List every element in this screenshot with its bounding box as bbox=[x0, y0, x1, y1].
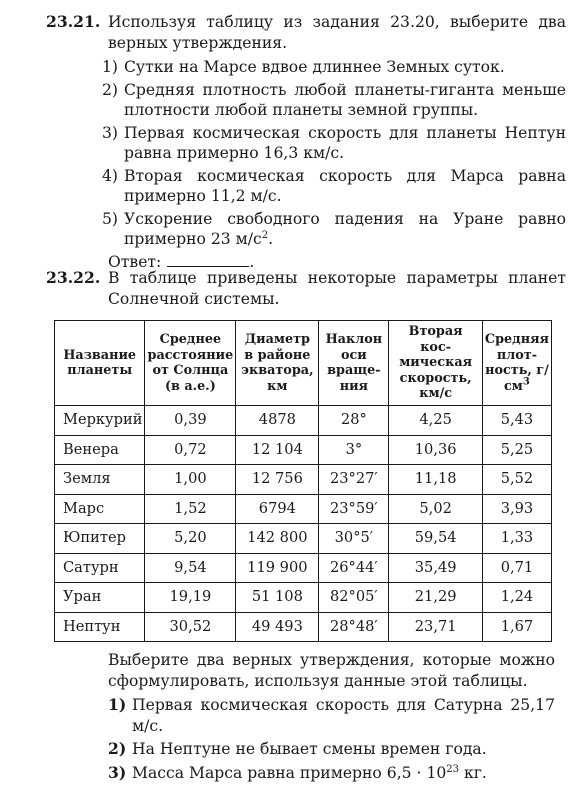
col-header-escape-velocity: Вторая кос-мическая скорость, км/с bbox=[389, 321, 483, 406]
col-header-density: Средняя плот-ность, $г/см^3$ bbox=[482, 321, 551, 406]
col-header-tilt: Наклон оси враще-ния bbox=[319, 321, 389, 406]
statement-item: 4) Вторая космическая скорость для Марса равна примерно 11,2 м/с. bbox=[102, 166, 566, 205]
table-cell: 82°05′ bbox=[319, 583, 389, 613]
table-cell: 30,52 bbox=[145, 612, 236, 642]
table-cell: 1,00 bbox=[145, 465, 236, 495]
table-row bbox=[55, 406, 552, 436]
table-cell: Меркурий bbox=[55, 406, 145, 436]
table-cell: 0,72 bbox=[145, 435, 236, 465]
task-number: 23.22. bbox=[46, 268, 101, 287]
table-cell: Уран bbox=[55, 583, 145, 613]
table-cell: 6794 bbox=[236, 494, 319, 524]
statement-list bbox=[46, 57, 566, 250]
table-cell: 35,49 bbox=[389, 553, 483, 583]
answer-line: Ответ: . bbox=[108, 252, 255, 271]
table-cell: 59,54 bbox=[389, 524, 483, 554]
planets-table bbox=[54, 320, 552, 642]
task-23-21 bbox=[46, 12, 566, 272]
table-cell: 26°44′ bbox=[319, 553, 389, 583]
table-header-row bbox=[55, 321, 552, 406]
col-header-distance: Среднее расстояние от Солнца (в а.е.) bbox=[145, 321, 236, 406]
table-cell: Нептун bbox=[55, 612, 145, 642]
table-row bbox=[55, 435, 552, 465]
table-cell: Юпитер bbox=[55, 524, 145, 554]
table-cell: 0,71 bbox=[482, 553, 551, 583]
table-cell: 28° bbox=[319, 406, 389, 436]
table-cell: 119 900 bbox=[236, 553, 319, 583]
answer-blank[interactable] bbox=[167, 252, 249, 267]
col-header-planet: Название планеты bbox=[55, 321, 145, 406]
task-23-22 bbox=[46, 268, 566, 309]
col-header-diameter: Диаметр в районе экватора, км bbox=[236, 321, 319, 406]
table-cell: 12 104 bbox=[236, 435, 319, 465]
table-row bbox=[55, 553, 552, 583]
table-cell: 4,25 bbox=[389, 406, 483, 436]
table-cell: 1,33 bbox=[482, 524, 551, 554]
table-cell: 51 108 bbox=[236, 583, 319, 613]
table-cell: 1,52 bbox=[145, 494, 236, 524]
follow-up-text: Выберите два верных утверждения, которые можно сформулировать, используя данные этой таблицы. bbox=[108, 651, 555, 690]
table-cell: Венера bbox=[55, 435, 145, 465]
table-cell: 142 800 bbox=[236, 524, 319, 554]
table-cell: Сатурн bbox=[55, 553, 145, 583]
statement-item: 1) Первая космическая скорость для Сатурна 25,17 м/с. bbox=[108, 695, 555, 735]
table-cell: 28°48′ bbox=[319, 612, 389, 642]
table-row bbox=[55, 612, 552, 642]
table-cell: Земля bbox=[55, 465, 145, 495]
table-cell: 5,20 bbox=[145, 524, 236, 554]
table-cell: 3° bbox=[319, 435, 389, 465]
table-cell: 5,02 bbox=[389, 494, 483, 524]
table-cell: 12 756 bbox=[236, 465, 319, 495]
table-cell: 23°59′ bbox=[319, 494, 389, 524]
table-row bbox=[55, 494, 552, 524]
task-question: Используя таблицу из задания 23.20, выберите два верных утверждения. bbox=[108, 13, 566, 52]
task-question: В таблице приведены некоторые параметры планет Солнечной системы. bbox=[108, 269, 566, 308]
task-follow-up bbox=[108, 650, 555, 786]
statement-item: 5) Ускорение свободного падения на Уране равно примерно 23 $м/с^2$. bbox=[102, 209, 566, 248]
table-cell: 49 493 bbox=[236, 612, 319, 642]
table-cell: 19,19 bbox=[145, 583, 236, 613]
table-row bbox=[55, 524, 552, 554]
table-cell: 1,24 bbox=[482, 583, 551, 613]
table-cell: 9,54 bbox=[145, 553, 236, 583]
statement-item: 2) На Нептуне не бывает смены времен года. bbox=[108, 739, 487, 758]
table-cell: 5,25 bbox=[482, 435, 551, 465]
table-cell: 5,43 bbox=[482, 406, 551, 436]
table-cell: 30°5′ bbox=[319, 524, 389, 554]
table-cell: 0,39 bbox=[145, 406, 236, 436]
statement-item: 1) Сутки на Марсе вдвое длиннее Земных суток. bbox=[102, 58, 505, 76]
table-cell: 5,52 bbox=[482, 465, 551, 495]
table-cell: 1,67 bbox=[482, 612, 551, 642]
table-cell: 3,93 bbox=[482, 494, 551, 524]
table-row bbox=[55, 465, 552, 495]
task-number: 23.21. bbox=[46, 12, 101, 31]
table-cell: 23°27′ bbox=[319, 465, 389, 495]
answer-label: Ответ: bbox=[108, 252, 162, 271]
table-cell: 23,71 bbox=[389, 612, 483, 642]
table-cell: 4878 bbox=[236, 406, 319, 436]
statement-item: 2) Средняя плотность любой планеты-гиганта меньше плотности любой планеты земной группы. bbox=[102, 80, 566, 119]
table-cell: 11,18 bbox=[389, 465, 483, 495]
statement-list bbox=[108, 695, 555, 783]
table-cell: 21,29 bbox=[389, 583, 483, 613]
statement-item: 3) Масса Марса равна примерно $6,5 \cdot 10^{23}$ кг. bbox=[108, 762, 487, 782]
table-cell: Марс bbox=[55, 494, 145, 524]
table-cell: 10,36 bbox=[389, 435, 483, 465]
table-row bbox=[55, 583, 552, 613]
statement-item: 3) Первая космическая скорость для планеты Нептун равна примерно 16,3 км/с. bbox=[102, 123, 566, 162]
